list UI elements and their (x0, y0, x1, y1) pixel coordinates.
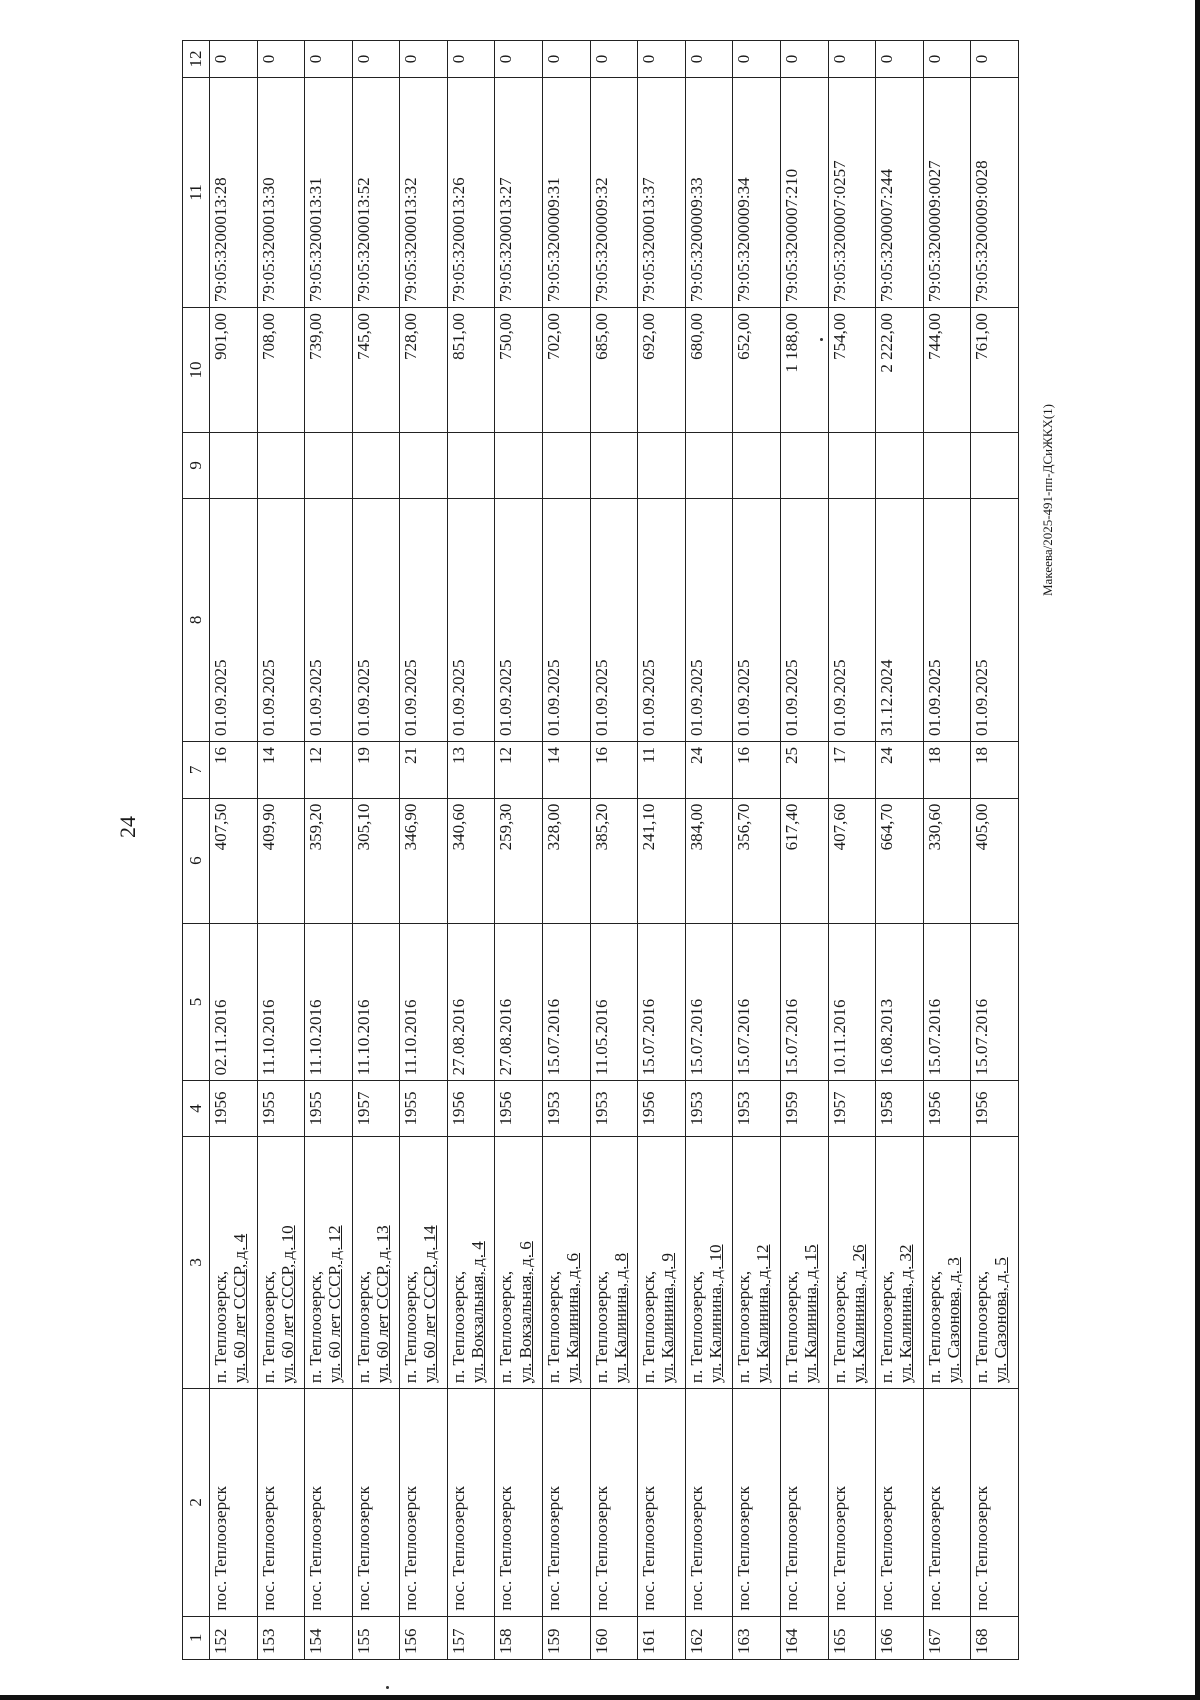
cell-year-built: 1957 (352, 1081, 400, 1136)
cell-settlement: пос. Теплоозерск (828, 1389, 876, 1617)
column-number: 6 (183, 798, 210, 923)
cell-year-built: 1956 (210, 1081, 258, 1136)
cell-cadastral-number: 79:05:3200009:34 (733, 77, 781, 307)
cell-row-number: 163 (733, 1616, 781, 1659)
cell-settlement: пос. Теплоозерск (495, 1389, 543, 1617)
cell-row-number: 162 (685, 1616, 733, 1659)
cell-row-number: 159 (543, 1616, 591, 1659)
column-number: 11 (183, 77, 210, 307)
cell-address (590, 1136, 638, 1389)
column-number: 10 (183, 308, 210, 433)
address-line-2: ул. Калинина, д. 15 (800, 1244, 820, 1384)
cell-col9 (733, 433, 781, 499)
cell-cadastral-number: 79:05:3200007:244 (876, 77, 924, 307)
cell-address (543, 1136, 591, 1389)
address-line-2: ул. 60 лет СССР, д. 4 (230, 1233, 250, 1384)
cell-address (447, 1136, 495, 1389)
table-row (210, 41, 258, 1660)
cell-date: 27.08.2016 (447, 923, 495, 1081)
cell-cadastral-number: 79:05:3200009:32 (590, 77, 638, 307)
address-line-2: ул. Вокзальная, д. 6 (515, 1241, 535, 1384)
document-code: Макеева/2025-491-пп-ДСиЖКХ(1) (1040, 404, 1055, 596)
cell-date-planned: 01.09.2025 (828, 498, 876, 741)
cell-settlement: пос. Теплоозерск (543, 1389, 591, 1617)
cell-cadastral-number: 79:05:3200013:26 (447, 77, 495, 307)
address-line-2: ул. Сазонова, д. 5 (991, 1257, 1011, 1384)
cell-count: 16 (590, 742, 638, 799)
cell-address (971, 1136, 1019, 1389)
cell-address (923, 1136, 971, 1389)
cell-date: 11.10.2016 (257, 923, 305, 1081)
cell-col9 (210, 433, 258, 499)
cell-settlement: пос. Теплоозерск (210, 1389, 258, 1617)
cell-year-built: 1953 (543, 1081, 591, 1136)
cell-settlement: пос. Теплоозерск (257, 1389, 305, 1617)
cell-settlement: пос. Теплоозерск (685, 1389, 733, 1617)
cell-date-planned: 01.09.2025 (543, 498, 591, 741)
column-number: 1 (183, 1616, 210, 1659)
cell-date-planned: 01.09.2025 (495, 498, 543, 741)
cell-year-built: 1953 (590, 1081, 638, 1136)
cell-value: 652,00 (733, 308, 781, 433)
address-line-1: п. Теплоозерск, (734, 1270, 754, 1384)
column-number: 4 (183, 1081, 210, 1136)
cell-count: 25 (780, 742, 828, 799)
cell-col9 (638, 433, 686, 499)
address-line-1: п. Теплоозерск, (353, 1270, 373, 1384)
cell-count: 14 (257, 742, 305, 799)
cell-date: 02.11.2016 (210, 923, 258, 1081)
cell-cadastral-number: 79:05:3200007:0257 (828, 77, 876, 307)
cell-address (685, 1136, 733, 1389)
address-line-1: п. Теплоозерск, (496, 1270, 516, 1384)
cell-cadastral-number: 79:05:3200009:0028 (971, 77, 1019, 307)
column-number: 8 (183, 498, 210, 741)
cell-area: 407,60 (828, 798, 876, 923)
table-row (257, 41, 305, 1660)
cell-count: 19 (352, 742, 400, 799)
cell-address (257, 1136, 305, 1389)
cell-col12: 0 (780, 41, 828, 78)
address-line-2: ул. Калинина, д. 6 (563, 1252, 583, 1384)
cell-area: 664,70 (876, 798, 924, 923)
cell-area: 259,30 (495, 798, 543, 923)
cell-year-built: 1953 (685, 1081, 733, 1136)
cell-row-number: 160 (590, 1616, 638, 1659)
cell-value: 761,00 (971, 308, 1019, 433)
cell-area: 617,40 (780, 798, 828, 923)
table-row (305, 41, 353, 1660)
address-line-1: п. Теплоозерск, (829, 1270, 849, 1384)
cell-year-built: 1956 (638, 1081, 686, 1136)
address-line-1: п. Теплоозерск, (306, 1270, 326, 1384)
scan-edge-bottom (0, 1695, 1200, 1700)
column-number: 7 (183, 742, 210, 799)
rotated-table-container (182, 40, 1019, 1660)
cell-date-planned: 01.09.2025 (780, 498, 828, 741)
address-line-1: п. Теплоозерск, (401, 1270, 421, 1384)
page-number: 24 (115, 816, 140, 838)
cell-date: 15.07.2016 (780, 923, 828, 1081)
cell-col12: 0 (543, 41, 591, 78)
cell-settlement: пос. Теплоозерск (780, 1389, 828, 1617)
cell-value: 1 188,00 (780, 308, 828, 433)
cell-settlement: пос. Теплоозерск (305, 1389, 353, 1617)
cell-col12: 0 (590, 41, 638, 78)
cell-col12: 0 (733, 41, 781, 78)
cell-date-planned: 31.12.2024 (876, 498, 924, 741)
cell-year-built: 1955 (400, 1081, 448, 1136)
cell-col9 (780, 433, 828, 499)
cell-cadastral-number: 79:05:3200009:0027 (923, 77, 971, 307)
cell-count: 12 (495, 742, 543, 799)
cell-area: 305,10 (352, 798, 400, 923)
cell-date-planned: 01.09.2025 (733, 498, 781, 741)
table-row (971, 41, 1019, 1660)
cell-date-planned: 01.09.2025 (257, 498, 305, 741)
cell-year-built: 1956 (495, 1081, 543, 1136)
cell-col12: 0 (638, 41, 686, 78)
cell-value: 754,00 (828, 308, 876, 433)
cell-area: 241,10 (638, 798, 686, 923)
cell-cadastral-number: 79:05:3200009:33 (685, 77, 733, 307)
column-number: 9 (183, 433, 210, 499)
cell-row-number: 166 (876, 1616, 924, 1659)
cell-cadastral-number: 79:05:3200013:52 (352, 77, 400, 307)
cell-address (876, 1136, 924, 1389)
housing-registry-table (182, 40, 1019, 1660)
cell-count: 12 (305, 742, 353, 799)
cell-address (638, 1136, 686, 1389)
address-line-2: ул. Калинина, д. 12 (753, 1244, 773, 1384)
address-line-2: ул. Вокзальная, д. 4 (467, 1241, 487, 1384)
table-row (495, 41, 543, 1660)
cell-area: 384,00 (685, 798, 733, 923)
address-line-1: п. Теплоозерск, (781, 1270, 801, 1384)
cell-row-number: 155 (352, 1616, 400, 1659)
column-number: 2 (183, 1389, 210, 1617)
address-line-1: п. Теплоозерск, (544, 1270, 564, 1384)
address-line-2: ул. Калинина, д. 9 (658, 1252, 678, 1384)
cell-settlement: пос. Теплоозерск (447, 1389, 495, 1617)
address-line-2: ул. Сазонова, д. 3 (943, 1257, 963, 1384)
address-line-2: ул. 60 лет СССР, д. 14 (420, 1225, 440, 1384)
column-number: 12 (183, 41, 210, 78)
cell-value: 2 222,00 (876, 308, 924, 433)
cell-value: 692,00 (638, 308, 686, 433)
cell-year-built: 1953 (733, 1081, 781, 1136)
cell-cadastral-number: 79:05:3200013:27 (495, 77, 543, 307)
cell-settlement: пос. Теплоозерск (638, 1389, 686, 1617)
cell-date: 11.10.2016 (305, 923, 353, 1081)
cell-settlement: пос. Теплоозерск (400, 1389, 448, 1617)
cell-value: 680,00 (685, 308, 733, 433)
cell-cadastral-number: 79:05:3200013:32 (400, 77, 448, 307)
address-line-2: ул. 60 лет СССР, д. 12 (325, 1225, 345, 1384)
address-line-1: п. Теплоозерск, (686, 1270, 706, 1384)
cell-col12: 0 (400, 41, 448, 78)
cell-value: 685,00 (590, 308, 638, 433)
cell-date-planned: 01.09.2025 (590, 498, 638, 741)
table-row (828, 41, 876, 1660)
cell-col12: 0 (447, 41, 495, 78)
cell-count: 17 (828, 742, 876, 799)
cell-value: 851,00 (447, 308, 495, 433)
column-number-row (183, 41, 210, 1660)
address-line-1: п. Теплоозерск, (877, 1270, 897, 1384)
cell-cadastral-number: 79:05:3200013:28 (210, 77, 258, 307)
cell-col12: 0 (923, 41, 971, 78)
cell-row-number: 154 (305, 1616, 353, 1659)
cell-count: 16 (733, 742, 781, 799)
cell-row-number: 158 (495, 1616, 543, 1659)
cell-row-number: 165 (828, 1616, 876, 1659)
cell-address (352, 1136, 400, 1389)
cell-year-built: 1957 (828, 1081, 876, 1136)
table-row (400, 41, 448, 1660)
cell-cadastral-number: 79:05:3200009:31 (543, 77, 591, 307)
address-line-1: п. Теплоозерск, (448, 1270, 468, 1384)
cell-count: 18 (971, 742, 1019, 799)
cell-date: 15.07.2016 (638, 923, 686, 1081)
cell-col9 (257, 433, 305, 499)
table-row (447, 41, 495, 1660)
table-row (780, 41, 828, 1660)
cell-col12: 0 (352, 41, 400, 78)
cell-col12: 0 (210, 41, 258, 78)
cell-col9 (923, 433, 971, 499)
cell-col9 (495, 433, 543, 499)
cell-count: 16 (210, 742, 258, 799)
cell-settlement: пос. Теплоозерск (733, 1389, 781, 1617)
cell-date: 11.10.2016 (400, 923, 448, 1081)
cell-row-number: 157 (447, 1616, 495, 1659)
cell-year-built: 1959 (780, 1081, 828, 1136)
cell-row-number: 156 (400, 1616, 448, 1659)
cell-col9 (590, 433, 638, 499)
table-row (923, 41, 971, 1660)
cell-address (495, 1136, 543, 1389)
cell-value: 728,00 (400, 308, 448, 433)
cell-address (210, 1136, 258, 1389)
cell-area: 359,20 (305, 798, 353, 923)
cell-date: 15.07.2016 (971, 923, 1019, 1081)
cell-count: 24 (685, 742, 733, 799)
cell-col12: 0 (828, 41, 876, 78)
cell-row-number: 168 (971, 1616, 1019, 1659)
cell-col12: 0 (685, 41, 733, 78)
cell-settlement: пос. Теплоозерск (590, 1389, 638, 1617)
cell-date-planned: 01.09.2025 (685, 498, 733, 741)
cell-col9 (685, 433, 733, 499)
address-line-1: п. Теплоозерск, (591, 1270, 611, 1384)
cell-col9 (828, 433, 876, 499)
table-row (638, 41, 686, 1660)
table-row (876, 41, 924, 1660)
cell-count: 24 (876, 742, 924, 799)
address-line-2: ул. Калинина, д. 8 (610, 1252, 630, 1384)
cell-count: 11 (638, 742, 686, 799)
cell-row-number: 167 (923, 1616, 971, 1659)
table-row (590, 41, 638, 1660)
cell-date-planned: 01.09.2025 (971, 498, 1019, 741)
cell-row-number: 153 (257, 1616, 305, 1659)
cell-area: 409,90 (257, 798, 305, 923)
cell-col12: 0 (876, 41, 924, 78)
cell-year-built: 1955 (305, 1081, 353, 1136)
scan-dust-mark (386, 1686, 389, 1689)
cell-value: 750,00 (495, 308, 543, 433)
cell-count: 21 (400, 742, 448, 799)
cell-date-planned: 01.09.2025 (305, 498, 353, 741)
column-number: 3 (183, 1136, 210, 1389)
cell-value: 702,00 (543, 308, 591, 433)
cell-address (305, 1136, 353, 1389)
cell-address (828, 1136, 876, 1389)
cell-date: 15.07.2016 (923, 923, 971, 1081)
cell-date: 11.10.2016 (352, 923, 400, 1081)
cell-date-planned: 01.09.2025 (352, 498, 400, 741)
cell-col9 (543, 433, 591, 499)
cell-year-built: 1956 (447, 1081, 495, 1136)
cell-area: 385,20 (590, 798, 638, 923)
cell-date: 15.07.2016 (685, 923, 733, 1081)
address-line-2: ул. Калинина, д. 32 (896, 1244, 916, 1384)
cell-year-built: 1956 (971, 1081, 1019, 1136)
cell-area: 346,90 (400, 798, 448, 923)
cell-settlement: пос. Теплоозерск (923, 1389, 971, 1617)
cell-value: 744,00 (923, 308, 971, 433)
cell-date-planned: 01.09.2025 (210, 498, 258, 741)
address-line-1: п. Теплоозерск, (258, 1270, 278, 1384)
cell-col12: 0 (305, 41, 353, 78)
cell-address (400, 1136, 448, 1389)
table-body (210, 41, 1019, 1660)
cell-address (780, 1136, 828, 1389)
cell-cadastral-number: 79:05:3200013:37 (638, 77, 686, 307)
cell-value: 745,00 (352, 308, 400, 433)
cell-date-planned: 01.09.2025 (400, 498, 448, 741)
cell-date-planned: 01.09.2025 (923, 498, 971, 741)
cell-row-number: 152 (210, 1616, 258, 1659)
cell-date: 10.11.2016 (828, 923, 876, 1081)
cell-col9 (400, 433, 448, 499)
cell-area: 340,60 (447, 798, 495, 923)
cell-date: 16.08.2013 (876, 923, 924, 1081)
cell-year-built: 1955 (257, 1081, 305, 1136)
cell-settlement: пос. Теплоозерск (876, 1389, 924, 1617)
cell-cadastral-number: 79:05:3200013:30 (257, 77, 305, 307)
table-row (733, 41, 781, 1660)
cell-area: 328,00 (543, 798, 591, 923)
address-line-2: ул. Калинина, д. 10 (705, 1244, 725, 1384)
address-line-1: п. Теплоозерск, (924, 1270, 944, 1384)
cell-col12: 0 (495, 41, 543, 78)
cell-settlement: пос. Теплоозерск (352, 1389, 400, 1617)
cell-date: 15.07.2016 (543, 923, 591, 1081)
cell-value: 901,00 (210, 308, 258, 433)
cell-row-number: 164 (780, 1616, 828, 1659)
cell-address (733, 1136, 781, 1389)
cell-col9 (447, 433, 495, 499)
cell-count: 14 (543, 742, 591, 799)
cell-col12: 0 (971, 41, 1019, 78)
cell-count: 13 (447, 742, 495, 799)
cell-area: 330,60 (923, 798, 971, 923)
cell-year-built: 1958 (876, 1081, 924, 1136)
table-row (685, 41, 733, 1660)
cell-area: 405,00 (971, 798, 1019, 923)
cell-area: 407,50 (210, 798, 258, 923)
cell-date: 27.08.2016 (495, 923, 543, 1081)
cell-col12: 0 (257, 41, 305, 78)
cell-date-planned: 01.09.2025 (638, 498, 686, 741)
address-line-1: п. Теплоозерск, (211, 1270, 230, 1384)
column-number: 5 (183, 923, 210, 1081)
scan-edge-right (1195, 0, 1200, 1700)
cell-col9 (352, 433, 400, 499)
cell-col9 (305, 433, 353, 499)
cell-value: 708,00 (257, 308, 305, 433)
cell-col9 (971, 433, 1019, 499)
cell-col9 (876, 433, 924, 499)
cell-count: 18 (923, 742, 971, 799)
cell-value: 739,00 (305, 308, 353, 433)
cell-year-built: 1956 (923, 1081, 971, 1136)
cell-row-number: 161 (638, 1616, 686, 1659)
address-line-2: ул. 60 лет СССР, д. 13 (372, 1225, 392, 1384)
cell-date: 11.05.2016 (590, 923, 638, 1081)
table-row (543, 41, 591, 1660)
cell-settlement: пос. Теплоозерск (971, 1389, 1019, 1617)
cell-cadastral-number: 79:05:3200013:31 (305, 77, 353, 307)
cell-cadastral-number: 79:05:3200007:210 (780, 77, 828, 307)
cell-area: 356,70 (733, 798, 781, 923)
address-line-1: п. Теплоозерск, (972, 1270, 992, 1384)
table-row (352, 41, 400, 1660)
cell-date-planned: 01.09.2025 (447, 498, 495, 741)
address-line-2: ул. Калинина, д. 26 (848, 1244, 868, 1384)
address-line-2: ул. 60 лет СССР, д. 10 (277, 1225, 297, 1384)
cell-date: 15.07.2016 (733, 923, 781, 1081)
address-line-1: п. Теплоозерск, (639, 1270, 659, 1384)
